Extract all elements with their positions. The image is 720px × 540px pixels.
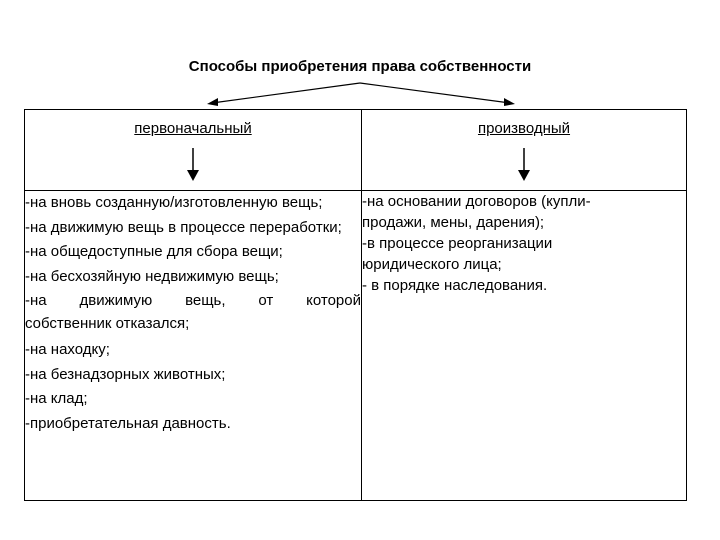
derivative-methods-list	[362, 191, 687, 501]
methods-table	[24, 109, 687, 501]
list-item-continuation: собственник отказался;	[25, 314, 190, 332]
original-methods-list	[25, 191, 362, 501]
list-item: -приобретательная давность.	[25, 414, 231, 432]
arrowhead-left	[207, 98, 218, 106]
column-label-original: первоначальный	[134, 120, 252, 137]
branch-line-right	[360, 83, 510, 103]
list-item: -на бесхозяйную недвижимую вещь;	[25, 267, 279, 285]
header-cell-original	[25, 110, 362, 191]
list-item: -на клад;	[25, 390, 88, 408]
down-arrow-icon	[518, 148, 530, 182]
list-item: -на движимую вещь в процессе переработки;	[25, 218, 342, 236]
list-item: -на движимую вещь, от которой	[25, 292, 361, 310]
list-item: - в порядке наследования.	[362, 277, 548, 294]
list-item-continuation: продажи, мены, дарения);	[362, 214, 545, 231]
list-item: -на общедоступные для сбора вещи;	[25, 243, 283, 261]
branch-arrows	[0, 0, 720, 120]
column-label-derivative: производный	[477, 120, 571, 137]
branch-line-left	[212, 83, 360, 103]
arrowhead-right	[504, 98, 515, 106]
list-item: -на безнадзорных животных;	[25, 365, 226, 383]
list-item: -на основании договоров (купли-	[362, 193, 591, 210]
header-cell-derivative	[362, 110, 687, 191]
diagram-title: Способы приобретения права собственности	[188, 58, 532, 75]
list-item: -в процессе реорганизации	[362, 235, 553, 252]
list-item: -на находку;	[25, 340, 110, 358]
down-arrow-icon	[187, 148, 199, 182]
list-item: -на вновь созданную/изготовленную вещь;	[25, 194, 323, 211]
list-item-continuation: юридического лица;	[362, 256, 502, 273]
